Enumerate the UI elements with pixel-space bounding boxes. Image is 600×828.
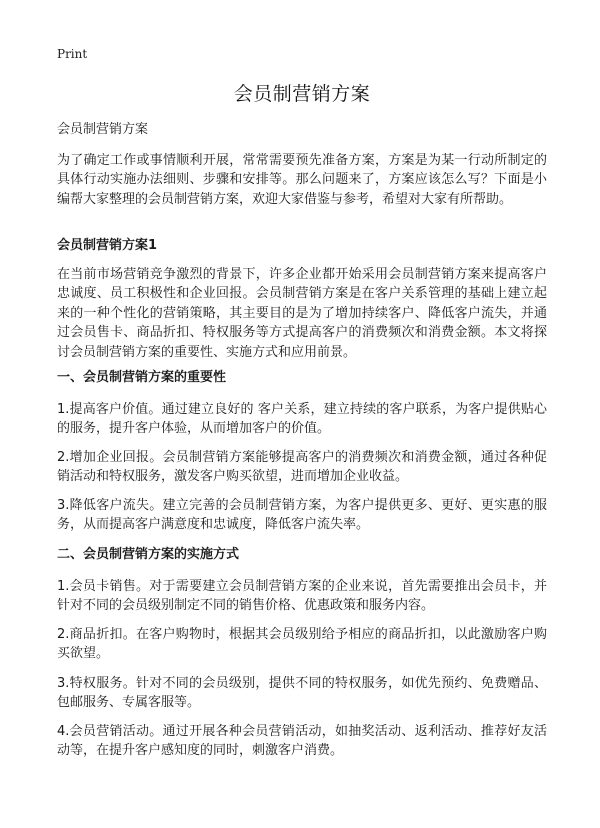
intro-paragraph: 为了确定工作或事情顺利开展，常常需要预先准备方案，方案是为某一行动所制定的具体行动实施办法细则、步骤和安排等。那么问题来了，方案应该怎么写？下面是小编帮大家整理的会员制营销方案，欢迎大家借鉴与参考，希望对大家有所帮助。 (57, 153, 547, 207)
part1-item-1: 1.提高客户价值。通过建立良好的 客户关系，建立持续的客户联系，为客户提供贴心的服务，提升客户体验，从而增加客户的价值。 (57, 402, 547, 437)
part2-item-3: 3.特权服务。针对不同的会员级别，提供不同的特权服务，如优先预约、免费赠品、包邮服务、专属客服等。 (57, 676, 547, 711)
part2-item-2: 2.商品折扣。在客户购物时，根据其会员级别给予相应的商品折扣，以此激励客户购买欲望。 (57, 627, 547, 662)
section1-intro-paragraph: 在当前市场营销竞争激烈的背景下，许多企业都开始采用会员制营销方案来提高客户忠诚度、员工积极性和企业回报。会员制营销方案是在客户关系管理的基础上建立起来的一种个性化的营销策略，其主要目的是为了增加持续客户、降低客户流失，并通过会员售卡、商品折扣、特权服务等方式提高客户的消费频次和消费金额。本文将探讨会员制营销方案的重要性、实施方式和应用前景。 (57, 267, 547, 360)
part1-heading: 一、会员制营销方案的重要性 (57, 370, 227, 385)
part2-item-1: 1.会员卡销售。对于需要建立会员制营销方案的企业来说，首先需要推出会员卡，并针对不同的会员级别制定不同的销售价格、优惠政策和服务内容。 (57, 579, 547, 614)
document-subtitle: 会员制营销方案 (57, 122, 149, 137)
section1-heading: 会员制营销方案1 (57, 238, 158, 253)
print-link[interactable]: Print (57, 47, 88, 61)
part1-item-3: 3.降低客户流失。建立完善的会员制营销方案，为客户提供更多、更好、更实惠的服务，从而提高客户满意度和忠诚度，降低客户流失率。 (57, 498, 547, 533)
part2-item-4: 4.会员营销活动。通过开展各种会员营销活动，如抽奖活动、返利活动、推荐好友活动等，在提升客户感知度的同时，刺激客户消费。 (57, 724, 547, 759)
part2-heading: 二、会员制营销方案的实施方式 (57, 547, 240, 562)
part1-item-2: 2.增加企业回报。会员制营销方案能够提高客户的消费频次和消费金额，通过各种促销活动和特权服务，激发客户购买欲望，进而增加企业收益。 (57, 450, 547, 485)
page-title: 会员制营销方案 (233, 83, 371, 105)
